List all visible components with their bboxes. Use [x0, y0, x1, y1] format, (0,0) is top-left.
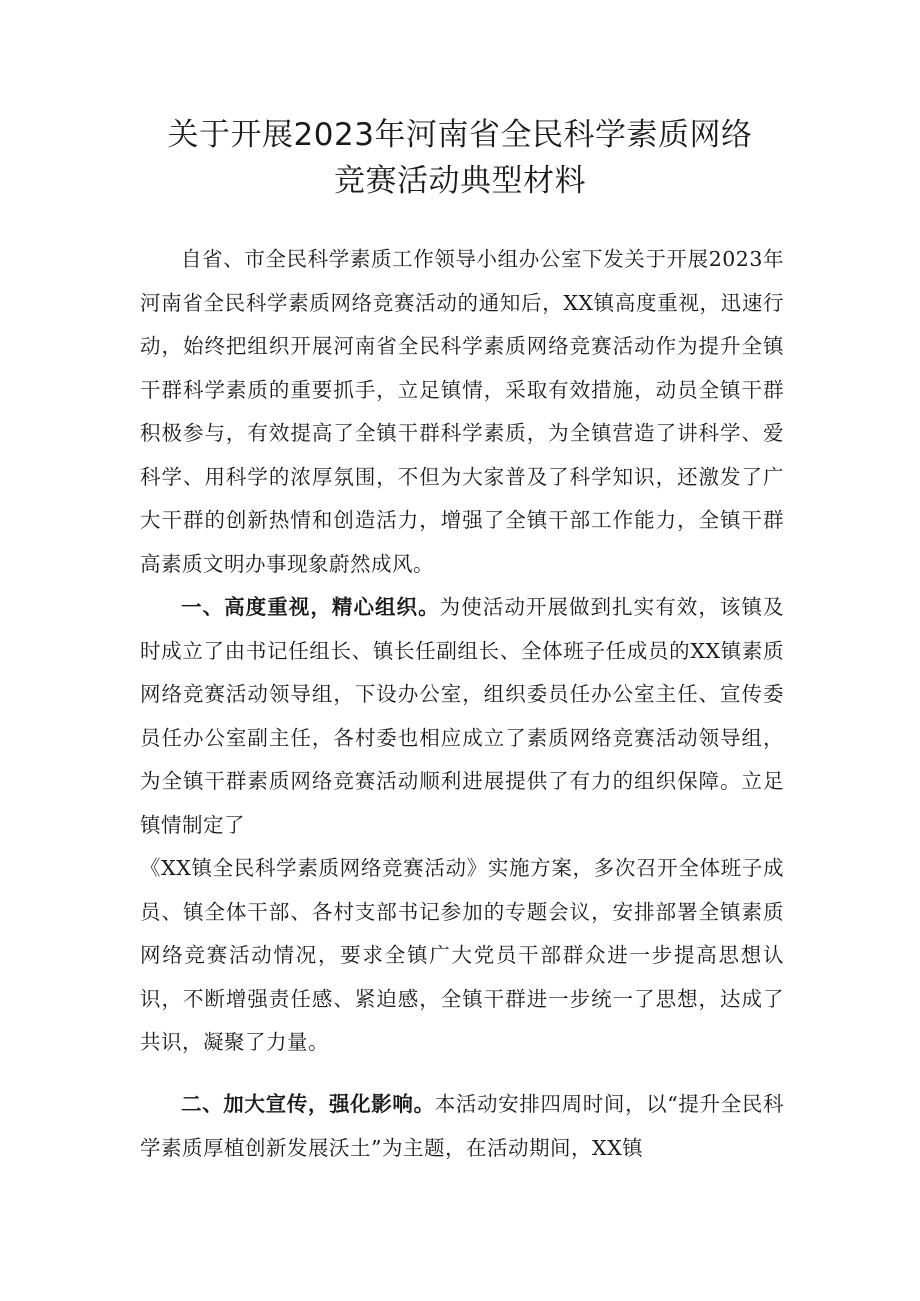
document-body-continued: [140, 1083, 784, 1170]
title-line-1: 关于开展2023年河南省全民科学素质网络: [167, 117, 753, 153]
paragraph-text: 《XX镇全民科学素质网络竞赛活动》实施方案，多次召开全体班子成员、镇全体干部、各村支部书记参加的专题会议，安排部署全镇素质网络竞赛活动情况，要求全镇广大党员干部群众进一步提高思想认识，不断增强责任感、紧迫感，全镇干群进一步统一了思想，达成了共识，凝聚了力量。: [140, 856, 784, 1054]
document-body: [140, 238, 784, 1065]
section-heading: 一、高度重视，精心组织。: [181, 595, 440, 619]
paragraph-text: 为使活动开展做到扎实有效，该镇及时成立了由书记任组长、镇长任副组长、全体班子任成员的XX镇素质网络竞赛活动领导组，下设办公室，组织委员任办公室主任、宣传委员任办公室副主任，各村委也相应成立了素质网络竞赛活动领导组，为全镇干群素质网络竞赛活动顺利进展提供了有力的组织保障。立足镇情制定了: [140, 595, 785, 837]
paragraph-intro: [140, 238, 784, 586]
paragraph-section-1-continued: [140, 847, 784, 1065]
paragraph-text: 本活动安排四周时间，以“提升全民科学素质厚植创新发展沃土”为主题，在活动期间，XX镇: [140, 1092, 785, 1160]
paragraph-text: 自省、市全民科学素质工作领导小组办公室下发关于开展2023年河南省全民科学素质网络竞赛活动的通知后，XX镇高度重视，迅速行动，始终把组织开展河南省全民科学素质网络竞赛活动作为提升全镇干群科学素质的重要抓手，立足镇情，采取有效措施，动员全镇干群积极参与，有效提高了全镇干群科学素质，为全镇营造了讲科学、爱科学、用科学的浓厚氛围，不但为大家普及了科学知识，还激发了广大干群的创新热情和创造活力，增强了全镇干部工作能力，全镇干群高素质文明办事现象蔚然成风。: [140, 247, 784, 576]
title-line-2: 竞赛活动典型材料: [334, 163, 586, 199]
paragraph-section-1: [140, 586, 784, 847]
section-heading: 二、加大宣传，强化影响。: [181, 1092, 435, 1116]
document-title: [80, 112, 840, 204]
paragraph-section-2: [140, 1083, 784, 1170]
